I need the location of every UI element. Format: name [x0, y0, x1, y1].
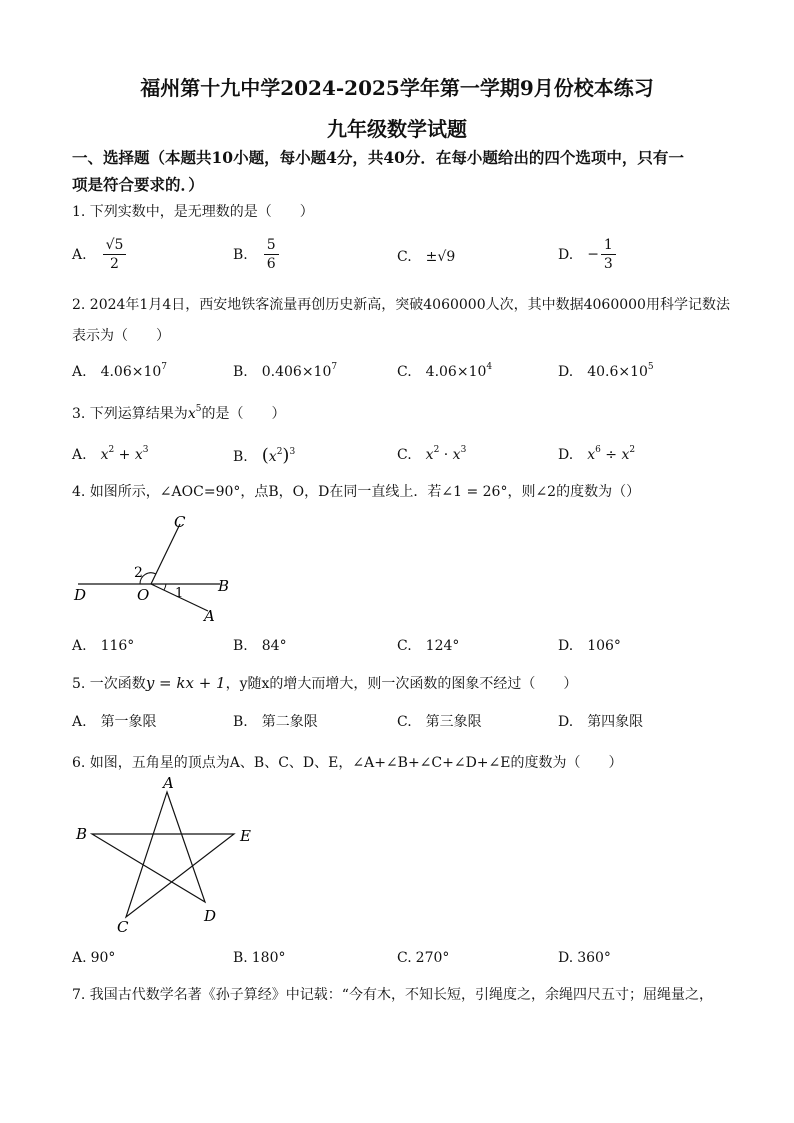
question-5-option-c[interactable] — [397, 711, 482, 731]
option-label: A. — [72, 638, 87, 654]
label-o: O — [137, 586, 150, 604]
question-4-option-b[interactable] — [233, 638, 287, 654]
option-text: 第三象限 — [425, 714, 482, 730]
question-1-stem: 1. 下列实数中，是无理数的是（ ） — [72, 204, 314, 220]
option-text: 第一象限 — [100, 714, 157, 730]
question-1-option-a[interactable] — [72, 236, 128, 273]
question-6-figure — [70, 775, 270, 940]
question-4-stem: 4. 如图所示，∠AOC=90°，点B，O，D在同一直线上．若∠1 = 26°，则∠2的度数为（） — [72, 484, 641, 500]
label-a: A — [204, 607, 215, 625]
label-angle-2: 2 — [134, 565, 143, 581]
option-base: 0.406×10 — [261, 364, 332, 380]
fraction: $\frac{1}{3}$ — [601, 236, 616, 273]
option-exponent: 5 — [647, 362, 654, 372]
question-6-option-d[interactable] — [558, 950, 611, 966]
label-c: C — [117, 918, 129, 936]
question-1-option-b[interactable] — [233, 236, 281, 273]
question-1-option-d[interactable] — [558, 236, 618, 273]
option-base: 4.06×10 — [100, 364, 162, 380]
option-label: C. — [397, 364, 412, 380]
option-label: B. — [233, 950, 248, 966]
question-5-option-b[interactable] — [233, 711, 318, 731]
option-label: D. — [558, 950, 574, 966]
label-b: B — [76, 825, 88, 843]
option-label: C. — [397, 249, 412, 265]
page-subtitle: 九年级数学试题 — [327, 117, 467, 141]
option-label: A. — [72, 364, 87, 380]
section-heading-line2: 项是符合要求的．） — [72, 175, 204, 194]
option-label: D. — [558, 638, 574, 654]
option-base: 40.6×10 — [587, 364, 648, 380]
pentagram-star — [92, 792, 234, 917]
option-label: C. — [397, 950, 412, 966]
option-label: A. — [72, 950, 87, 966]
option-label: D. — [558, 246, 574, 263]
question-2-option-c[interactable] — [397, 362, 492, 380]
option-label: C. — [397, 447, 412, 463]
question-7-stem: 7. 我国古代数学名著《孙子算经》中记载：“今有木，不知长短，引绳度之，余绳四尺五寸；屈绳量之， — [72, 987, 713, 1003]
option-label: A. — [72, 714, 87, 730]
fraction: $\frac{5}{6}$ — [264, 236, 279, 273]
question-3-option-c[interactable]: C. $x^2 \cdot x^3$ — [397, 445, 467, 463]
label-e: E — [240, 827, 251, 845]
question-1-option-c[interactable] — [397, 249, 455, 265]
option-text: 124° — [425, 638, 460, 654]
question-5-stem: 5. 一次函数y = kx + 1，y随x的增大而增大，则一次函数的图象不经过（ ） — [72, 674, 578, 692]
option-text: 360° — [577, 950, 611, 966]
option-text: 第二象限 — [261, 714, 318, 730]
minus-sign: − — [587, 246, 599, 263]
question-4-option-d[interactable] — [558, 638, 621, 654]
question-2-option-d[interactable] — [558, 362, 654, 380]
label-angle-1: 1 — [175, 586, 184, 601]
label-c: C — [174, 513, 186, 531]
option-label: B. — [233, 246, 248, 263]
option-text: ±√9 — [425, 249, 456, 265]
option-label: C. — [397, 638, 412, 654]
question-2-stem-line2: 表示为（ ） — [72, 328, 170, 344]
option-base: 4.06×10 — [425, 364, 487, 380]
page-title: 福州第十九中学2024-2025学年第一学期9月份校本练习 — [140, 76, 654, 100]
question-6-option-b[interactable] — [233, 950, 285, 966]
label-b: B — [218, 577, 230, 595]
question-3-option-a[interactable]: A. $x^2 + x^3$ — [72, 445, 149, 463]
question-3-stem: 3. 下列运算结果为$x^5$的是（ ） — [72, 404, 286, 422]
label-d: D — [204, 907, 217, 925]
label-a: A — [163, 775, 174, 792]
option-exponent: 7 — [331, 362, 338, 372]
option-text: 270° — [415, 950, 450, 966]
section-heading-line1: 一、选择题（本题共10小题，每小题4分，共40分．在每小题给出的四个选项中，只有一 — [72, 148, 684, 167]
question-6-option-c[interactable] — [397, 950, 449, 966]
angle-1-arc — [164, 584, 166, 590]
option-label: A. — [72, 246, 87, 263]
question-6-stem: 6. 如图，五角星的顶点为A、B、C、D、E，∠A+∠B+∠C+∠D+∠E的度数为（ ） — [72, 755, 623, 771]
question-2-stem-line1: 2. 2024年1月4日，西安地铁客流量再创历史新高，突破4060000人次，其中数据4060000用科学记数法 — [72, 297, 730, 313]
option-text: 116° — [100, 638, 135, 654]
question-2-option-b[interactable] — [233, 362, 337, 380]
option-exponent: 4 — [486, 362, 493, 372]
question-2-option-a[interactable] — [72, 362, 167, 380]
option-label: D. — [558, 714, 574, 730]
option-label: D. — [558, 447, 574, 463]
option-text: 106° — [587, 638, 621, 654]
question-5-option-d[interactable] — [558, 711, 643, 731]
option-label: B. — [233, 638, 248, 654]
option-label: D. — [558, 364, 574, 380]
question-3-option-d[interactable]: D. $x^6 \div x^2$ — [558, 445, 636, 463]
question-4-figure — [70, 508, 240, 628]
question-6-option-a[interactable] — [72, 950, 115, 966]
question-5-option-a[interactable] — [72, 711, 157, 731]
option-exponent: 7 — [161, 362, 168, 372]
ray-oc — [151, 524, 180, 584]
question-3-option-b[interactable]: B. $(x^2)^3$ — [233, 445, 296, 466]
option-label: A. — [72, 447, 87, 463]
option-text: 180° — [251, 950, 286, 966]
fraction: $\frac{√5}{2}$ — [103, 236, 127, 273]
option-label: C. — [397, 714, 412, 730]
label-d: D — [74, 586, 87, 604]
option-text: 84° — [261, 638, 287, 654]
option-text: 90° — [90, 950, 116, 966]
question-4-option-c[interactable] — [397, 638, 459, 654]
option-text: 第四象限 — [587, 714, 644, 730]
question-4-option-a[interactable] — [72, 638, 134, 654]
option-label: B. — [233, 714, 248, 730]
option-label: B. — [233, 364, 248, 380]
option-label: B. — [233, 449, 248, 465]
